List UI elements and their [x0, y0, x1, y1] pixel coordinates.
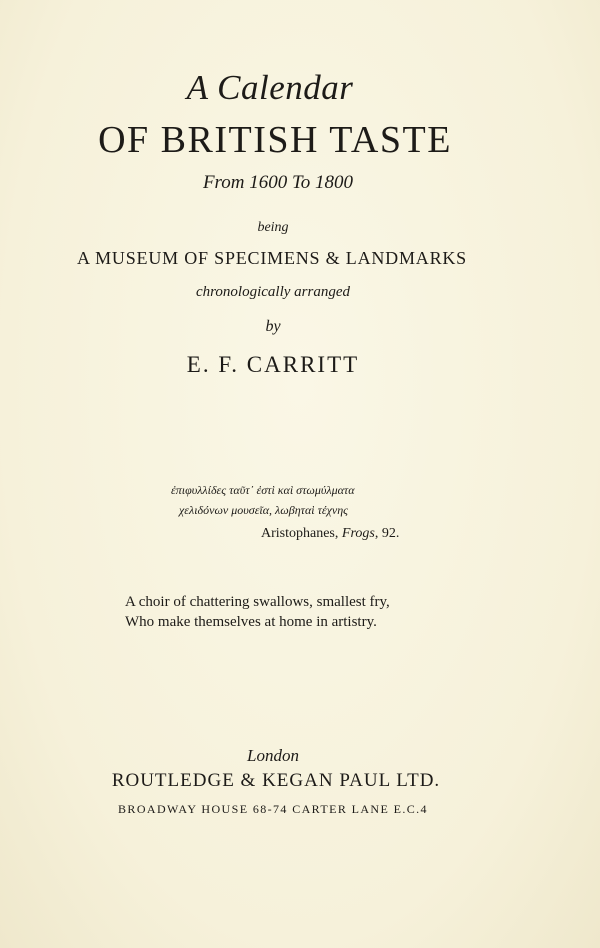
subtitle-by: by [265, 318, 281, 335]
imprint-publisher: ROUTLEDGE & KEGAN PAUL LTD. [111, 770, 441, 791]
title-line-1: A Calendar [186, 68, 354, 107]
subtitle-arranged: chronologically arranged [195, 284, 350, 300]
attribution-work: Frogs [341, 526, 375, 541]
epigraph-attribution [261, 526, 399, 542]
epigraph-greek-line-1: ἐπιφυλλίδες ταῦτ᾽ ἐστὶ καὶ στωμύλματα [171, 483, 355, 497]
attribution-author: Aristophanes, [261, 526, 339, 541]
imprint-place: London [247, 746, 299, 765]
subtitle-museum: A MUSEUM OF SPECIMENS & LANDMARKS [77, 248, 467, 268]
translation-line-2: Who make themselves at home in artistry. [125, 614, 377, 630]
author-name: E. F. CARRITT [186, 352, 360, 377]
attribution-ref: , 92. [374, 526, 400, 541]
title-line-2: OF BRITISH TASTE [98, 119, 452, 161]
title-dates: From 1600 To 1800 [202, 172, 354, 193]
imprint-address: BROADWAY HOUSE 68-74 CARTER LANE E.C.4 [118, 802, 428, 816]
translation-line-1: A choir of chattering swallows, smallest fry, [125, 594, 390, 610]
subtitle-being: being [257, 220, 289, 235]
epigraph-greek-line-2: χελιδόνων μουσεῖα, λωβηταὶ τέχνης [179, 503, 349, 517]
